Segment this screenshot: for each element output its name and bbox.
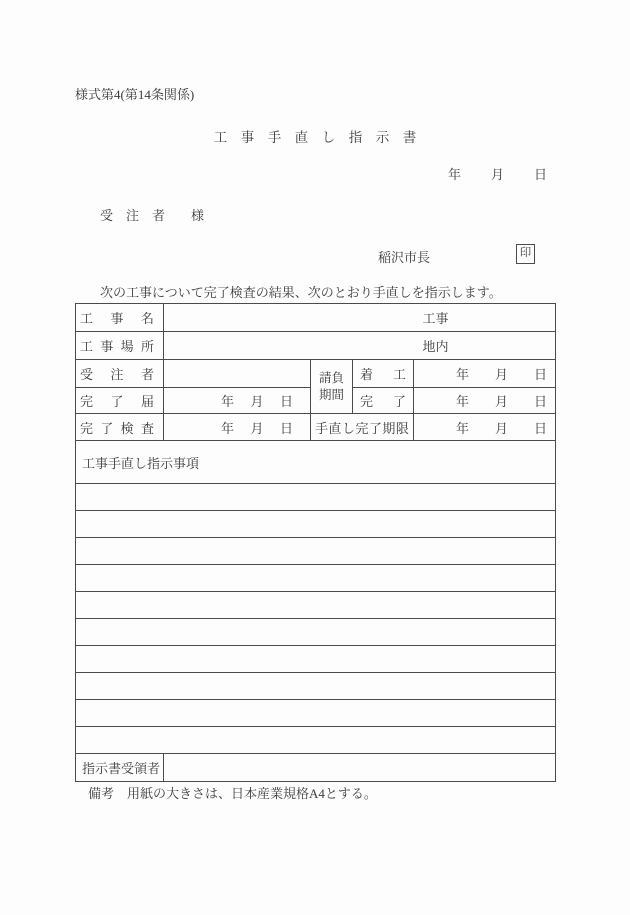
table-row (76, 414, 556, 441)
issuer-name: 稲沢市長 (378, 250, 431, 265)
project-name-value: 工事 (422, 311, 449, 326)
location-label-cell (76, 332, 164, 360)
form-number: 様式第4(第14条関係) (75, 87, 195, 102)
deadline-ymd: 年 月 日 (456, 420, 547, 436)
seal-box (516, 244, 535, 264)
blank-cell (76, 619, 556, 646)
receiver-value-cell (164, 754, 556, 782)
remark-note: 備考 用紙の大きさは、日本産業規格A4とする。 (88, 786, 377, 801)
issue-date-line: 年 月 日 (448, 167, 547, 182)
contract-period-cell (311, 360, 353, 414)
project-name-label: 工 事 名 (80, 311, 154, 326)
blank-cell (76, 727, 556, 754)
project-name-value-cell (164, 304, 556, 332)
start-label-cell (353, 360, 414, 388)
instructions-label: 工事手直し指示事項 (82, 455, 200, 471)
inspection-ymd: 年 月 日 (221, 420, 293, 436)
instructions-header-cell (76, 441, 556, 484)
inspection-label-cell (76, 414, 164, 441)
completion-label: 完 了 (360, 394, 406, 409)
inspection-date-cell (164, 414, 311, 441)
blank-ruled-row (76, 484, 556, 511)
receiver-label-cell (76, 754, 164, 782)
deadline-date-cell (414, 414, 556, 441)
inspection-label: 完 了 検 査 (80, 420, 154, 436)
receiver-label: 指示書受領者 (82, 761, 161, 776)
blank-cell (76, 673, 556, 700)
blank-ruled-row (76, 700, 556, 727)
contractor-value-cell (164, 360, 311, 388)
blank-cell (76, 592, 556, 619)
table-row (76, 360, 556, 388)
start-label: 着 工 (360, 367, 406, 382)
rework-instruction-table (75, 303, 556, 782)
blank-cell (76, 565, 556, 592)
deadline-label-cell (311, 414, 414, 441)
blank-cell (76, 646, 556, 673)
blank-ruled-row (76, 538, 556, 565)
table-row (76, 332, 556, 360)
table-row (76, 304, 556, 332)
blank-ruled-row (76, 511, 556, 538)
blank-cell (76, 484, 556, 511)
location-value-cell (164, 332, 556, 360)
completion-date-cell (414, 388, 556, 414)
location-value: 地内 (422, 339, 449, 354)
blank-ruled-row (76, 673, 556, 700)
start-date-cell (414, 360, 556, 388)
completion-report-ymd: 年 月 日 (221, 394, 293, 409)
intro-sentence: 次の工事について完了検査の結果、次のとおり手直しを指示します。 (100, 285, 502, 300)
seal-mark: 印 (519, 247, 532, 260)
blank-ruled-row (76, 565, 556, 592)
contractor-label-cell (76, 360, 164, 388)
blank-ruled-row (76, 592, 556, 619)
blank-ruled-row (76, 646, 556, 673)
contract-period-label: 請負 期間 (318, 371, 344, 402)
completion-label-cell (353, 388, 414, 414)
page-title: 工 事 手 直 し 指 示 書 (213, 130, 417, 145)
deadline-label: 手 直 し 完 了 期 限 (315, 420, 409, 436)
completion-report-date-cell (164, 388, 311, 414)
blank-cell (76, 538, 556, 565)
addressee-line: 受 注 者 様 (100, 208, 205, 223)
contractor-label: 受 注 者 (80, 367, 154, 382)
start-date-ymd: 年 月 日 (456, 367, 547, 382)
project-name-label-cell (76, 304, 164, 332)
table-row (76, 754, 556, 782)
blank-cell (76, 511, 556, 538)
blank-ruled-row (76, 727, 556, 754)
location-label: 工 事 場 所 (80, 339, 154, 354)
completion-ymd: 年 月 日 (456, 394, 547, 409)
completion-report-label-cell (76, 388, 164, 414)
table-row (76, 441, 556, 484)
blank-cell (76, 700, 556, 727)
blank-ruled-row (76, 619, 556, 646)
completion-report-label: 完 了 届 (80, 394, 154, 409)
